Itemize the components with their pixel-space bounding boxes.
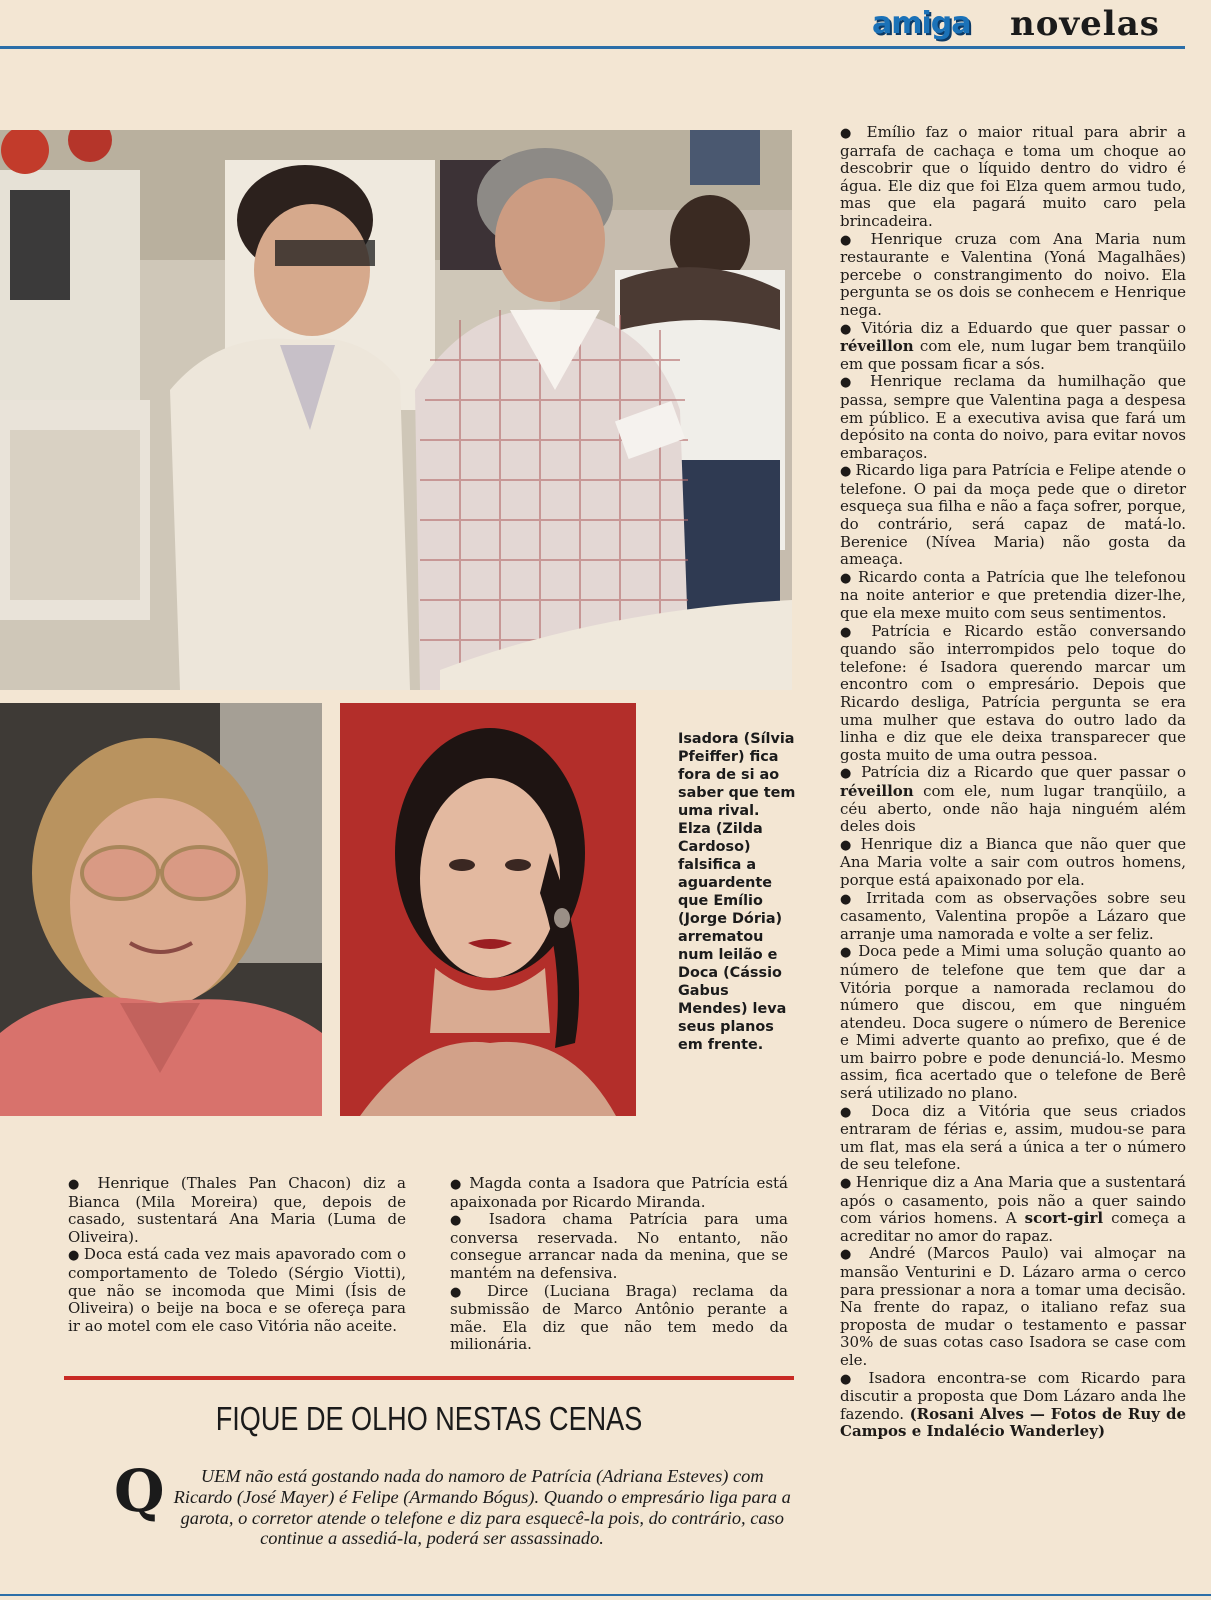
section-rule xyxy=(64,1376,794,1380)
news-item: ● Doca diz a Vitória que seus criados entraram de férias e, assim, mudou-se para um flat, mas ela será a única a ter o número de seu telefone. xyxy=(840,1103,1186,1174)
bottom-rule xyxy=(0,1594,1211,1596)
brand-logo: amiga xyxy=(872,6,971,41)
news-item: ● Dirce (Luciana Braga) reclama da submissão de Marco Antônio perante a mãe. Ela diz que não tem medo da milionária. xyxy=(450,1283,788,1354)
header-rule xyxy=(0,46,1185,49)
main-photo-illustration xyxy=(0,130,792,690)
news-item: ● Patrícia diz a Ricardo que quer passar o réveillon com ele, num lugar tranqüilo, a céu aberto, onde não haja ninguém além deles dois xyxy=(840,764,1186,835)
news-item: ● Henrique reclama da humilhação que passa, sempre que Valentina paga a despesa em público. E a executiva avisa que fará um depósito na conta do noivo, para evitar novos embaraços. xyxy=(840,373,1186,462)
elza-photo-illustration xyxy=(0,703,322,1116)
section-name: novelas xyxy=(1010,4,1160,44)
main-photo xyxy=(0,130,792,690)
isadora-photo-illustration xyxy=(340,703,636,1116)
section-title: FIQUE DE OLHO NESTAS CENAS xyxy=(215,1400,643,1437)
news-item: ● André (Marcos Paulo) vai almoçar na mansão Venturini e D. Lázaro arma o cerco para pressionar a nora a tomar uma decisão. Na frente do rapaz, o italiano refaz sua proposta de mudar o testamento e passar 30% de suas cotas caso Isadora se case com ele. xyxy=(840,1245,1186,1369)
news-item: ● Ricardo conta a Patrícia que lhe telefonou na noite anterior e que pretendia dizer-lhe, que ela mexe muito com seus sentimentos. xyxy=(840,569,1186,623)
photo-caption: Isadora (Sílvia Pfeiffer) fica fora de si ao saber que tem uma rival. Elza (Zilda Cardoso) falsifica a aguardente que Emílio (Jorge Dória) arrematou num leilão e Doca (Cássio Gabus Mendes) leva seus planos em frente. xyxy=(678,731,796,1053)
bottom-middle-column xyxy=(450,1175,788,1354)
news-item: ● Henrique diz a Ana Maria que a sustentará após o casamento, pois não a quer saindo com vários homens. A scort-girl começa a acreditar no amor do rapaz. xyxy=(840,1174,1186,1245)
news-item: ● Vitória diz a Eduardo que quer passar o réveillon com ele, num lugar bem tranqüilo em que possam ficar a sós. xyxy=(840,320,1186,374)
right-column xyxy=(840,124,1186,1441)
section-intro xyxy=(70,1457,794,1549)
news-item: ● Doca pede a Mimi uma solução quanto ao número de telefone que tem que dar a Vitória porque a namorada reclamou do número que discou, em que ninguém atendeu. Doca sugere o número de Berenice e Mimi adverte quanto ao prefixo, que é de um bairro pobre e pode denunciá-lo. Mesmo assim, fica acertado que o telefone de Berê será utilizado no plano. xyxy=(840,943,1186,1102)
bottom-left-column xyxy=(68,1175,406,1335)
intro-text: UEM não está gostando nada do namoro de Patrícia (Adriana Esteves) com Ricardo (José Mayer) é Felipe (Armando Bógus). Quando o empresário liga para a garota, o corretor atende o telefone e diz para esquecê-la pois, do contrário, caso continue a assediá-la, poderá ser assassinado. xyxy=(173,1466,791,1549)
news-item: ● Emílio faz o maior ritual para abrir a garrafa de cachaça e toma um choque ao descobrir que o líquido dentro do vidro é água. Ele diz que foi Elza quem armou tudo, mas que ela pagará muito caro pela brincadeira. xyxy=(840,124,1186,231)
isadora-photo xyxy=(340,703,636,1116)
elza-photo xyxy=(0,703,322,1116)
news-item: ● Patrícia e Ricardo estão conversando quando são interrompidos pelo toque do telefone: é Isadora querendo marcar um encontro com o empresário. Depois que Ricardo desliga, Patrícia pergunta se era uma mulher que estava do outro lado da linha e diz que ele deixa transparecer que gosta muito de uma outra pessoa. xyxy=(840,623,1186,765)
news-item: ● Henrique (Thales Pan Chacon) diz a Bianca (Mila Moreira) que, depois de casado, sustentará Ana Maria (Luma de Oliveira). xyxy=(68,1175,406,1246)
news-item: ● Henrique cruza com Ana Maria num restaurante e Valentina (Yoná Magalhães) percebe o constrangimento do noivo. Ela pergunta se os dois se conhecem e Henrique nega. xyxy=(840,231,1186,320)
news-item: ● Isadora chama Patrícia para uma conversa reservada. No entanto, não consegue arrancar nada da menina, que se mantém na defensiva. xyxy=(450,1211,788,1282)
news-item: ● Henrique diz a Bianca que não quer que Ana Maria volte a sair com outros homens, porque está apaixonado por ela. xyxy=(840,836,1186,890)
news-item: ● Isadora encontra-se com Ricardo para discutir a proposta que Dom Lázaro anda lhe fazendo. (Rosani Alves — Fotos de Ruy de Campos e Indalécio Wanderley) xyxy=(840,1370,1186,1441)
news-item: ● Ricardo liga para Patrícia e Felipe atende o telefone. O pai da moça pede que o diretor esqueça sua filha e não a faça sofrer, porque, do contrário, será capaz de matá-lo. Berenice (Nívea Maria) não gosta da ameaça. xyxy=(840,462,1186,569)
drop-cap: Q xyxy=(114,1457,165,1525)
news-item: ● Irritada com as observações sobre seu casamento, Valentina propõe a Lázaro que arranje uma namorada e volte a ser feliz. xyxy=(840,890,1186,944)
news-item: ● Magda conta a Isadora que Patrícia está apaixonada por Ricardo Miranda. xyxy=(450,1175,788,1211)
news-item: ● Doca está cada vez mais apavorado com o comportamento de Toledo (Sérgio Viotti), que não se incomoda que Mimi (Ísis de Oliveira) o beije na boca e se ofereça para ir ao motel com ele caso Vitória não aceite. xyxy=(68,1246,406,1335)
